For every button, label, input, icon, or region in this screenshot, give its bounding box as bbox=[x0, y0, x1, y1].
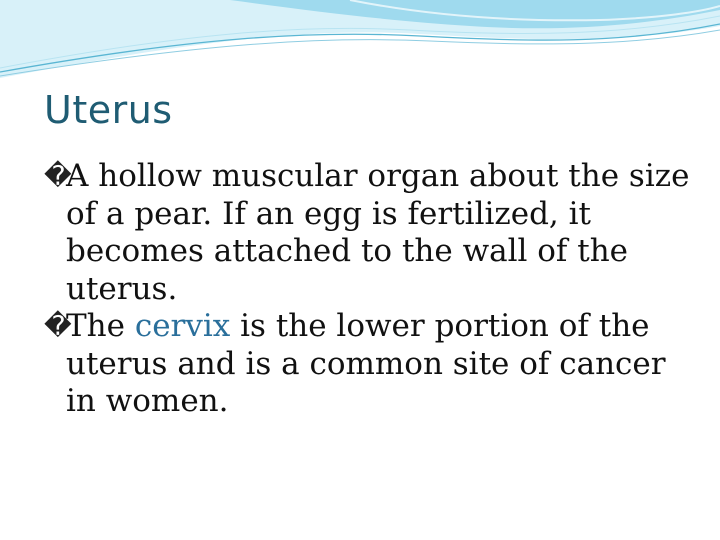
bullet-text: A hollow muscular organ about the size of a pear. If an egg is fertilized, it becomes attached to the wall of the uterus. bbox=[66, 158, 690, 307]
slide-title: Uterus bbox=[44, 88, 173, 132]
decorative-wave-header bbox=[0, 0, 720, 80]
bullet-text-after: is the lower portion of the uterus and is a common site of cancer in women. bbox=[66, 308, 666, 419]
highlighted-term-cervix: cervix bbox=[134, 308, 231, 344]
bullet-item-1 bbox=[44, 158, 704, 308]
bullet-item-2 bbox=[44, 308, 704, 421]
slide-body bbox=[44, 158, 704, 421]
bullet-text-before: The bbox=[66, 308, 135, 344]
bullet-glyph: � bbox=[44, 311, 72, 342]
bullet-glyph: � bbox=[44, 161, 72, 192]
